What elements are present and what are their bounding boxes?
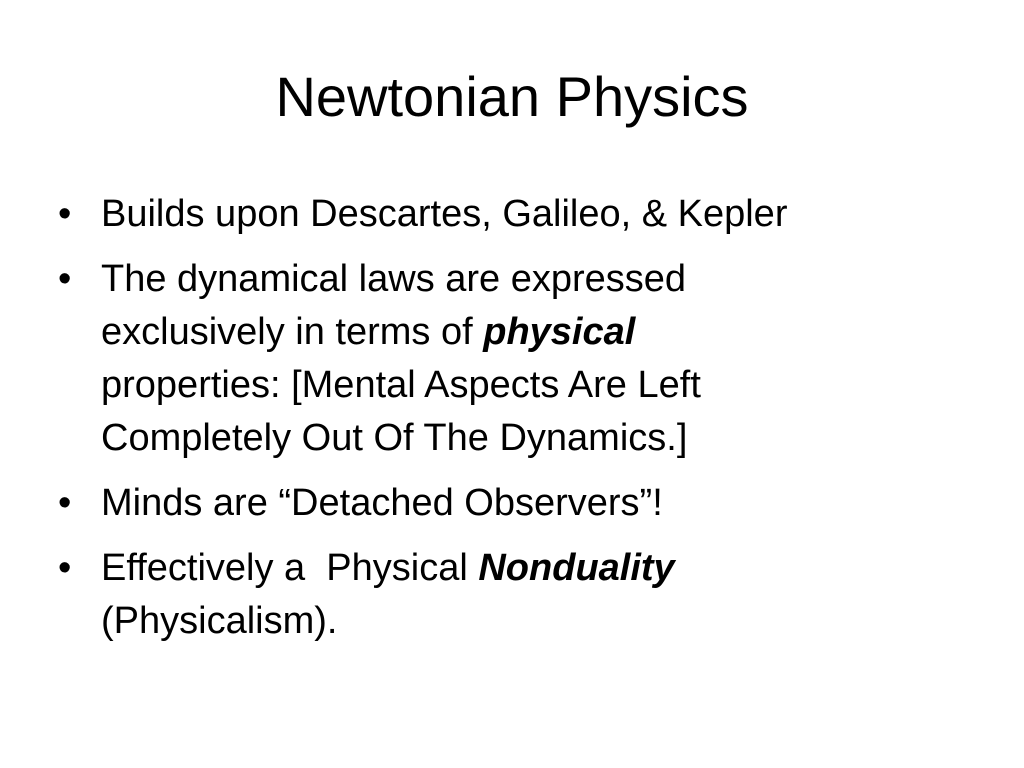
emphasis-text: Nonduality — [478, 547, 675, 589]
bullet-item-3 — [58, 477, 958, 530]
bullet-dot-icon: • — [58, 482, 72, 524]
bullet-text: Minds are “Detached Observers”! — [101, 482, 663, 524]
bullet-line: The dynamical laws are expressed — [101, 258, 687, 300]
bullet-item-2 — [58, 253, 958, 465]
bullet-line: (Physicalism). — [101, 600, 338, 642]
bullet-dot-icon: • — [58, 193, 72, 235]
bullet-line: exclusively in terms of — [101, 311, 484, 353]
bullet-list — [58, 188, 958, 660]
bullet-dot-icon: • — [58, 547, 72, 589]
bullet-item-1 — [58, 188, 958, 241]
bullet-item-4 — [58, 542, 958, 648]
bullet-line: Completely Out Of The Dynamics.] — [101, 417, 688, 459]
emphasis-text: physical — [483, 311, 636, 353]
bullet-line: Effectively a Physical — [101, 547, 479, 589]
bullet-dot-icon: • — [58, 258, 72, 300]
bullet-line: properties: [Mental Aspects Are Left — [101, 364, 701, 406]
bullet-text: Builds upon Descartes, Galileo, & Kepler — [101, 193, 788, 235]
slide-title: Newtonian Physics — [275, 65, 749, 128]
